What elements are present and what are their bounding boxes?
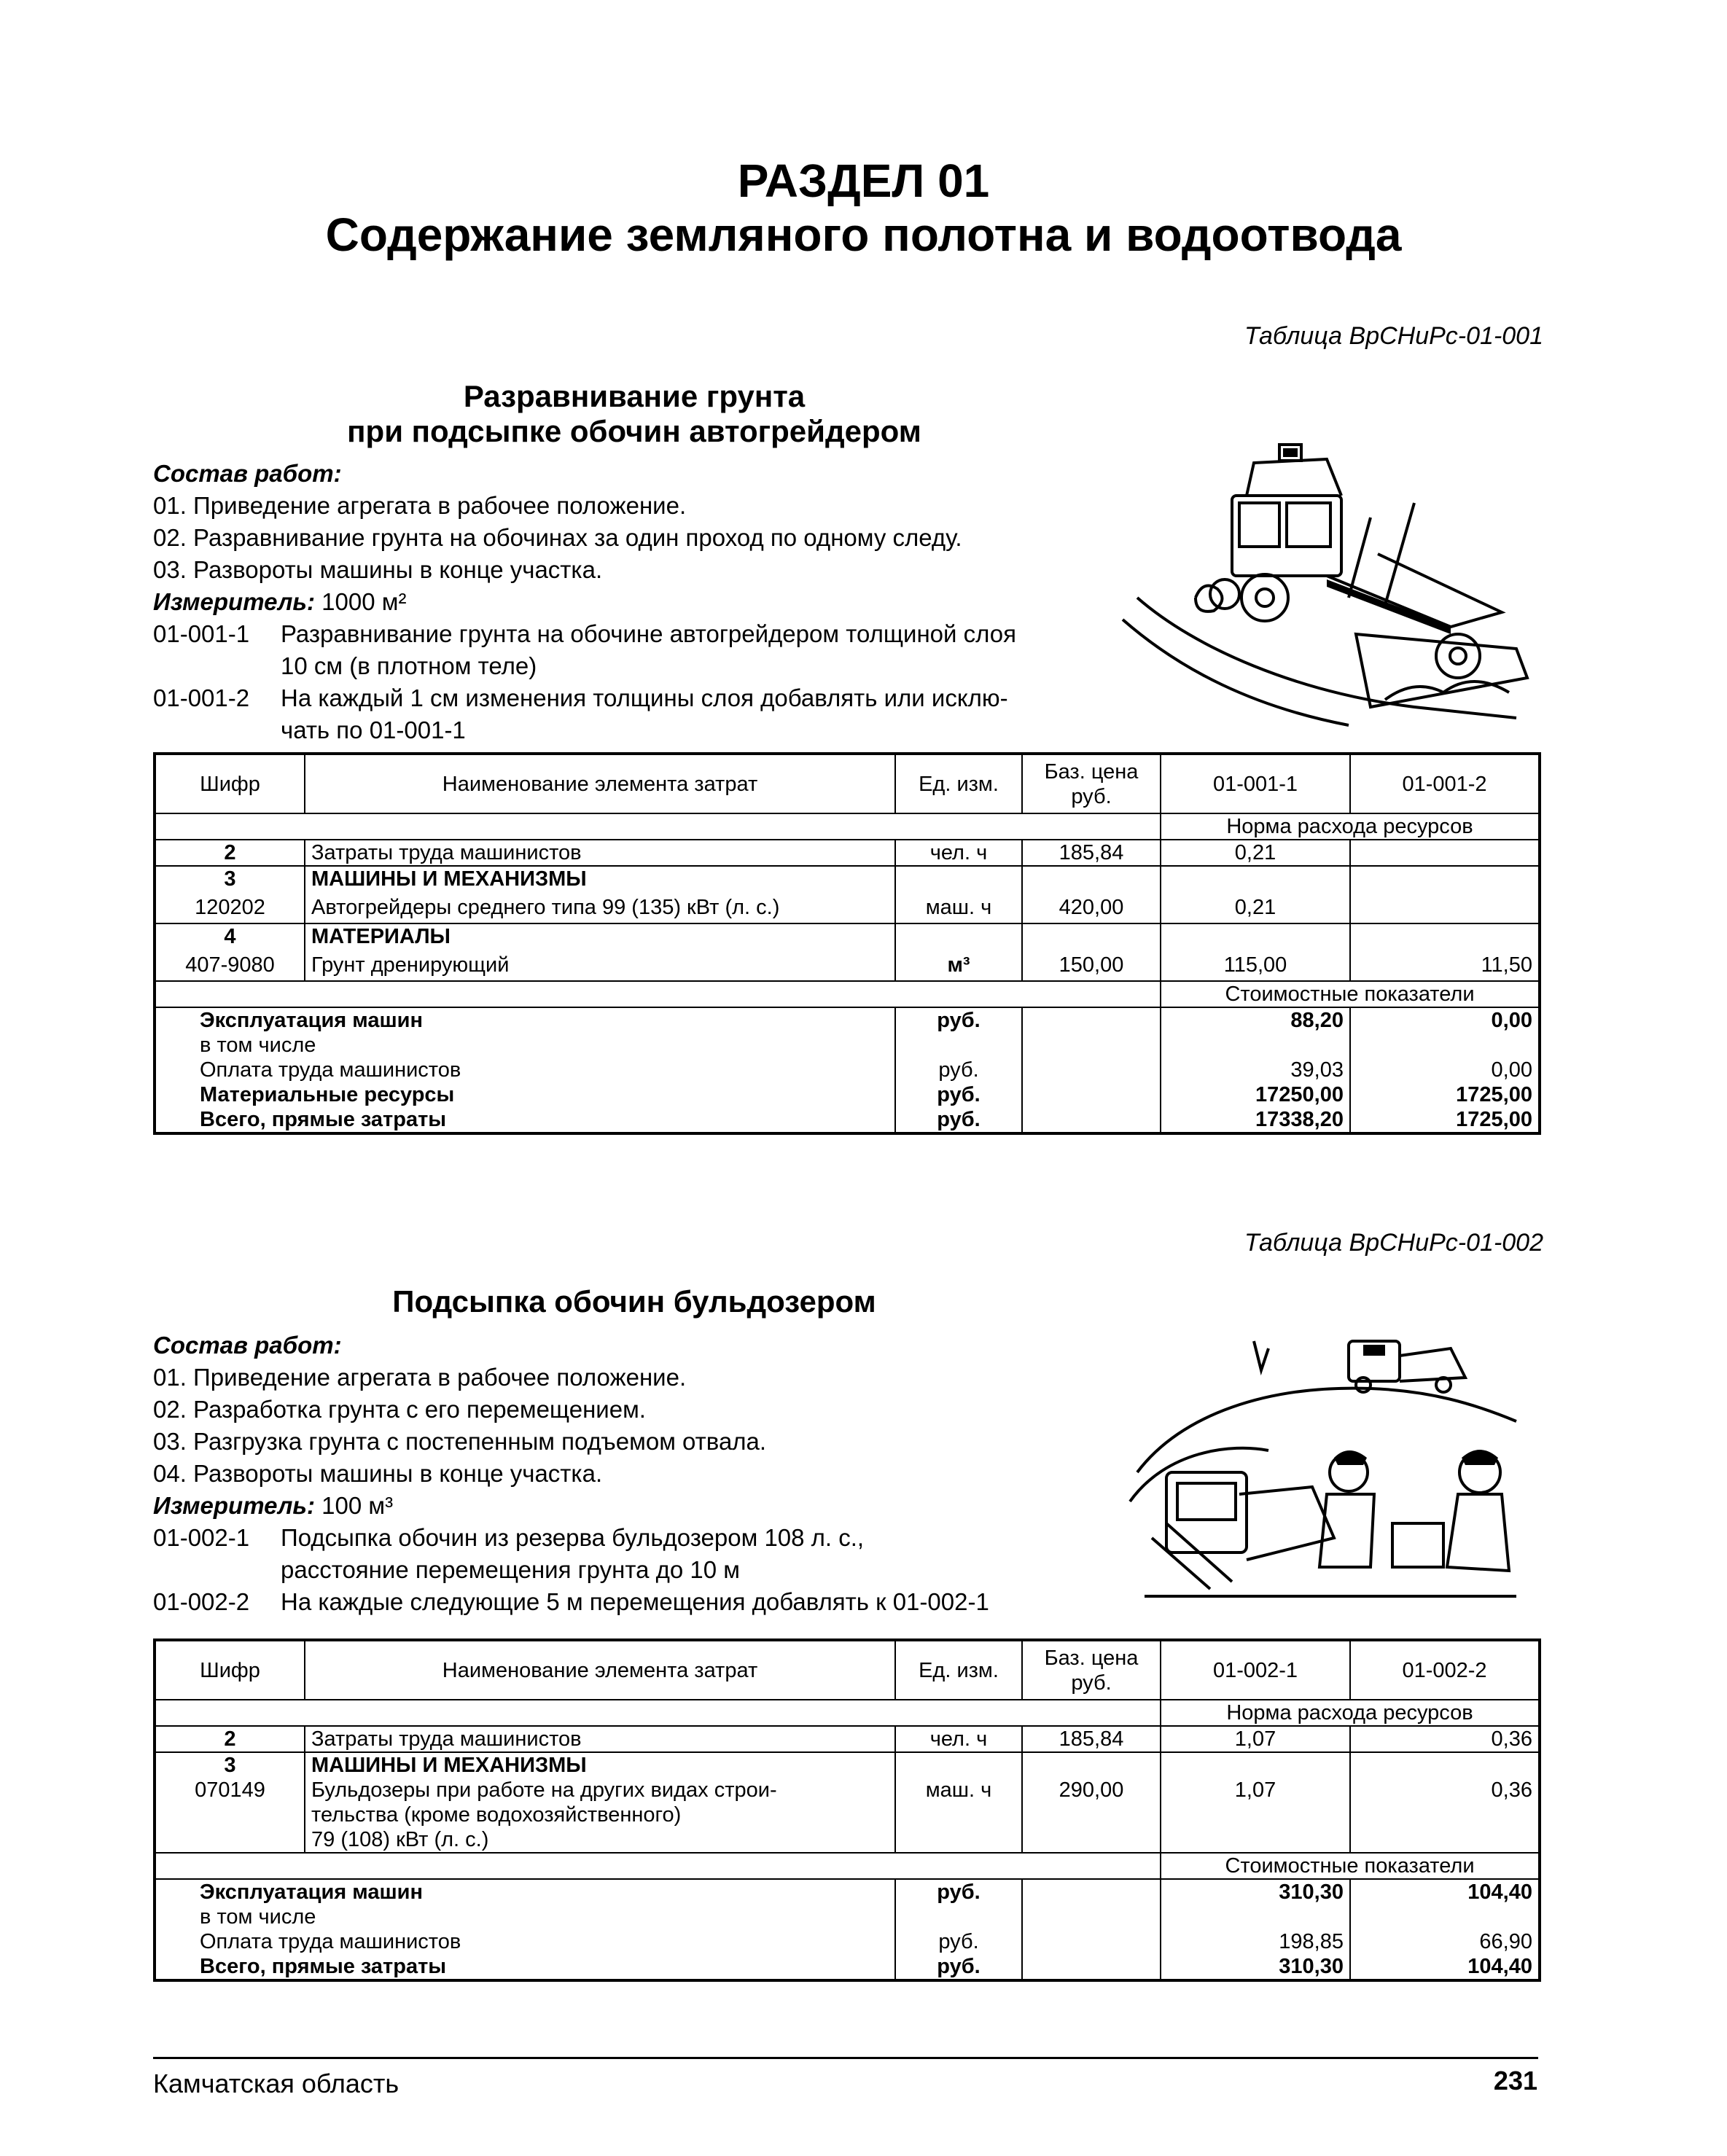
cost-row xyxy=(155,1879,1540,1905)
row-name-line: 79 (108) кВт (л. с.) xyxy=(311,1828,489,1851)
row-unit: чел. ч xyxy=(895,1726,1022,1752)
row-name-line: Бульдозеры при работе на других видах строи- xyxy=(311,1778,777,1802)
cost-label-row xyxy=(155,1853,1540,1879)
cost-value-2: 1725,00 xyxy=(1350,1082,1540,1107)
section-heading: РАЗДЕЛ 01 xyxy=(737,155,990,207)
cost-row xyxy=(155,1107,1540,1133)
cost-unit: руб. xyxy=(895,1879,1022,1905)
col-header-unit: Ед. изм. xyxy=(895,754,1022,813)
cost-row xyxy=(155,1007,1540,1033)
cost-value-2: 104,40 xyxy=(1350,1954,1540,1980)
table-header-row xyxy=(155,1640,1540,1700)
cost-value-2 xyxy=(1350,1905,1540,1929)
measure-label: Измеритель: xyxy=(153,588,315,615)
table-row xyxy=(155,1778,1540,1853)
col-header-price: Баз. цена руб. xyxy=(1022,754,1161,813)
row-name-line: тельства (кроме водохозяйственного) xyxy=(311,1803,682,1827)
row-code: 4 xyxy=(155,923,305,949)
work-item: 01. Приведение агрегата в рабочее положение. xyxy=(153,492,687,519)
cost-unit: руб. xyxy=(895,1007,1022,1033)
row-price: 185,84 xyxy=(1022,1726,1161,1752)
work-item: 03. Разгрузка грунта с постепенным подъемом отвала. xyxy=(153,1428,767,1455)
cost-unit: руб. xyxy=(895,1954,1022,1980)
cost-unit: руб. xyxy=(895,1107,1022,1133)
norm-label: Норма расхода ресурсов xyxy=(1161,813,1540,840)
page-number: 231 xyxy=(1493,2066,1537,2096)
measure-1 xyxy=(153,586,406,618)
row-price: 290,00 xyxy=(1022,1778,1161,1853)
table-row xyxy=(155,1726,1540,1752)
norm-label-row xyxy=(155,813,1540,840)
table-row xyxy=(155,1752,1540,1778)
cost-name: Оплата труда машинистов xyxy=(155,1929,895,1954)
item-code: 01-002-2 xyxy=(153,1588,250,1615)
cost-name: Эксплуатация машин xyxy=(155,1879,895,1905)
table-row xyxy=(155,949,1540,981)
col-header-2: 01-001-2 xyxy=(1350,754,1540,813)
row-value-2 xyxy=(1350,840,1540,866)
resource-table-2 xyxy=(153,1639,1541,1982)
col-header-code: Шифр xyxy=(155,1640,305,1700)
row-unit: м³ xyxy=(895,949,1022,981)
footer-rule xyxy=(153,2057,1538,2059)
measure-value: 1000 м² xyxy=(321,588,407,615)
row-name: Грунт дренирующий xyxy=(305,949,895,981)
table-ref-2: Таблица ВрСНиРс-01-002 xyxy=(1244,1229,1543,1257)
cost-value-1: 39,03 xyxy=(1161,1058,1350,1082)
cost-name: в том числе xyxy=(155,1033,895,1058)
work-item: 03. Развороты машины в конце участка. xyxy=(153,556,603,583)
col-header-unit: Ед. изм. xyxy=(895,1640,1022,1700)
row-value-1: 1,07 xyxy=(1161,1778,1350,1853)
cost-value-2 xyxy=(1350,1033,1540,1058)
col-header-price: Баз. цена руб. xyxy=(1022,1640,1161,1700)
table-row xyxy=(155,866,1540,891)
item-line xyxy=(153,682,1008,714)
table1-title-line1: Разравнивание грунта xyxy=(463,379,806,413)
cost-row xyxy=(155,1082,1540,1107)
row-value-2: 11,50 xyxy=(1350,949,1540,981)
row-value-1: 115,00 xyxy=(1161,949,1350,981)
cost-name: Материальные ресурсы xyxy=(155,1082,895,1107)
measure-value: 100 м³ xyxy=(321,1492,394,1519)
item-line-cont: 10 см (в плотном теле) xyxy=(281,652,537,679)
cost-label: Стоимостные показатели xyxy=(1161,981,1540,1007)
works-label-2: Состав работ: xyxy=(153,1332,342,1359)
cost-row xyxy=(155,1954,1540,1980)
cost-label-row xyxy=(155,981,1540,1007)
cost-value-2: 0,00 xyxy=(1350,1058,1540,1082)
row-code: 070149 xyxy=(155,1778,305,1853)
row-unit: маш. ч xyxy=(895,891,1022,923)
row-price: 150,00 xyxy=(1022,949,1161,981)
cost-name: Всего, прямые затраты xyxy=(155,1107,895,1133)
item-code: 01-001-2 xyxy=(153,684,250,711)
cost-name: Всего, прямые затраты xyxy=(155,1954,895,1980)
cost-row xyxy=(155,1905,1540,1929)
cost-unit xyxy=(895,1033,1022,1058)
work-item: 04. Развороты машины в конце участка. xyxy=(153,1460,603,1487)
work-item: 01. Приведение агрегата в рабочее положение. xyxy=(153,1364,687,1391)
row-code: 2 xyxy=(155,840,305,866)
cost-value-1: 17250,00 xyxy=(1161,1082,1350,1107)
col-header-code: Шифр xyxy=(155,754,305,813)
cost-value-1: 17338,20 xyxy=(1161,1107,1350,1133)
row-code: 120202 xyxy=(155,891,305,923)
item-code: 01-001-1 xyxy=(153,620,250,647)
row-unit: чел. ч xyxy=(895,840,1022,866)
table-ref-1: Таблица ВрСНиРс-01-001 xyxy=(1244,322,1543,350)
item-line xyxy=(153,1586,989,1618)
row-price: 185,84 xyxy=(1022,840,1161,866)
row-code: 3 xyxy=(155,1752,305,1778)
norm-label-row xyxy=(155,1700,1540,1726)
measure-label: Измеритель: xyxy=(153,1492,315,1519)
col-header-1: 01-002-1 xyxy=(1161,1640,1350,1700)
table2-title: Подсыпка обочин бульдозером xyxy=(392,1284,876,1319)
col-header-name: Наименование элемента затрат xyxy=(305,1640,895,1700)
cost-value-1: 198,85 xyxy=(1161,1929,1350,1954)
cost-unit: руб. xyxy=(895,1082,1022,1107)
item-line xyxy=(153,618,1016,650)
row-name: Затраты труда машинистов xyxy=(305,1726,895,1752)
cost-value-1 xyxy=(1161,1033,1350,1058)
table-row xyxy=(155,891,1540,923)
item-text: На каждые следующие 5 м перемещения добавлять к 01-002-1 xyxy=(281,1588,989,1615)
work-item: 02. Разработка грунта с его перемещением. xyxy=(153,1396,646,1423)
cost-name: Эксплуатация машин xyxy=(155,1007,895,1033)
row-value-2: 0,36 xyxy=(1350,1726,1540,1752)
item-code: 01-002-1 xyxy=(153,1524,250,1551)
row-code: 407-9080 xyxy=(155,949,305,981)
col-header-2: 01-002-2 xyxy=(1350,1640,1540,1700)
col-header-1: 01-001-1 xyxy=(1161,754,1350,813)
table1-title-line2: при подсыпке обочин автогрейдером xyxy=(347,414,921,448)
bulldozer-illustration xyxy=(1123,1305,1531,1611)
cost-row xyxy=(155,1058,1540,1082)
row-name xyxy=(305,1778,895,1853)
works-label-1: Состав работ: xyxy=(153,460,342,487)
resource-table-1 xyxy=(153,752,1541,1135)
row-value-2: 0,36 xyxy=(1350,1778,1540,1853)
norm-label: Норма расхода ресурсов xyxy=(1161,1700,1540,1726)
row-value-1: 0,21 xyxy=(1161,840,1350,866)
cost-value-1 xyxy=(1161,1905,1350,1929)
item-line-cont: чать по 01-001-1 xyxy=(281,716,466,743)
item-line xyxy=(153,1522,864,1554)
work-item: 02. Разравнивание грунта на обочинах за один проход по одному следу. xyxy=(153,524,962,551)
row-code: 2 xyxy=(155,1726,305,1752)
item-text: Разравнивание грунта на обочине автогрейдером толщиной слоя xyxy=(281,620,1016,647)
cost-unit: руб. xyxy=(895,1929,1022,1954)
table-row xyxy=(155,923,1540,949)
cost-row xyxy=(155,1929,1540,1954)
motor-grader-illustration xyxy=(1108,430,1545,736)
cost-unit xyxy=(895,1905,1022,1929)
cost-value-2: 104,40 xyxy=(1350,1879,1540,1905)
cost-unit: руб. xyxy=(895,1058,1022,1082)
footer-region: Камчатская область xyxy=(153,2069,399,2098)
cost-name: Оплата труда машинистов xyxy=(155,1058,895,1082)
cost-value-1: 310,30 xyxy=(1161,1879,1350,1905)
cost-value-1: 310,30 xyxy=(1161,1954,1350,1980)
col-header-name: Наименование элемента затрат xyxy=(305,754,895,813)
row-value-2 xyxy=(1350,891,1540,923)
item-text: На каждый 1 см изменения толщины слоя добавлять или исклю- xyxy=(281,684,1008,711)
table-row xyxy=(155,840,1540,866)
row-name: МАШИНЫ И МЕХАНИЗМЫ xyxy=(305,866,895,891)
cost-label: Стоимостные показатели xyxy=(1161,1853,1540,1879)
item-text: Подсыпка обочин из резерва бульдозером 108 л. с., xyxy=(281,1524,865,1551)
cost-value-2: 1725,00 xyxy=(1350,1107,1540,1133)
row-code: 3 xyxy=(155,866,305,891)
measure-2 xyxy=(153,1490,393,1522)
cost-row xyxy=(155,1033,1540,1058)
row-name: МАШИНЫ И МЕХАНИЗМЫ xyxy=(305,1752,895,1778)
section-title: Содержание земляного полотна и водоотвода xyxy=(325,208,1402,261)
row-value-1: 1,07 xyxy=(1161,1726,1350,1752)
row-price: 420,00 xyxy=(1022,891,1161,923)
cost-value-1: 88,20 xyxy=(1161,1007,1350,1033)
row-name: МАТЕРИАЛЫ xyxy=(305,923,895,949)
table-header-row xyxy=(155,754,1540,813)
item-line-cont: расстояние перемещения грунта до 10 м xyxy=(281,1556,740,1583)
row-unit: маш. ч xyxy=(895,1778,1022,1853)
cost-name: в том числе xyxy=(155,1905,895,1929)
row-name: Затраты труда машинистов xyxy=(305,840,895,866)
row-name: Автогрейдеры среднего типа 99 (135) кВт (л. с.) xyxy=(305,891,895,923)
row-value-1: 0,21 xyxy=(1161,891,1350,923)
cost-value-2: 66,90 xyxy=(1350,1929,1540,1954)
cost-value-2: 0,00 xyxy=(1350,1007,1540,1033)
